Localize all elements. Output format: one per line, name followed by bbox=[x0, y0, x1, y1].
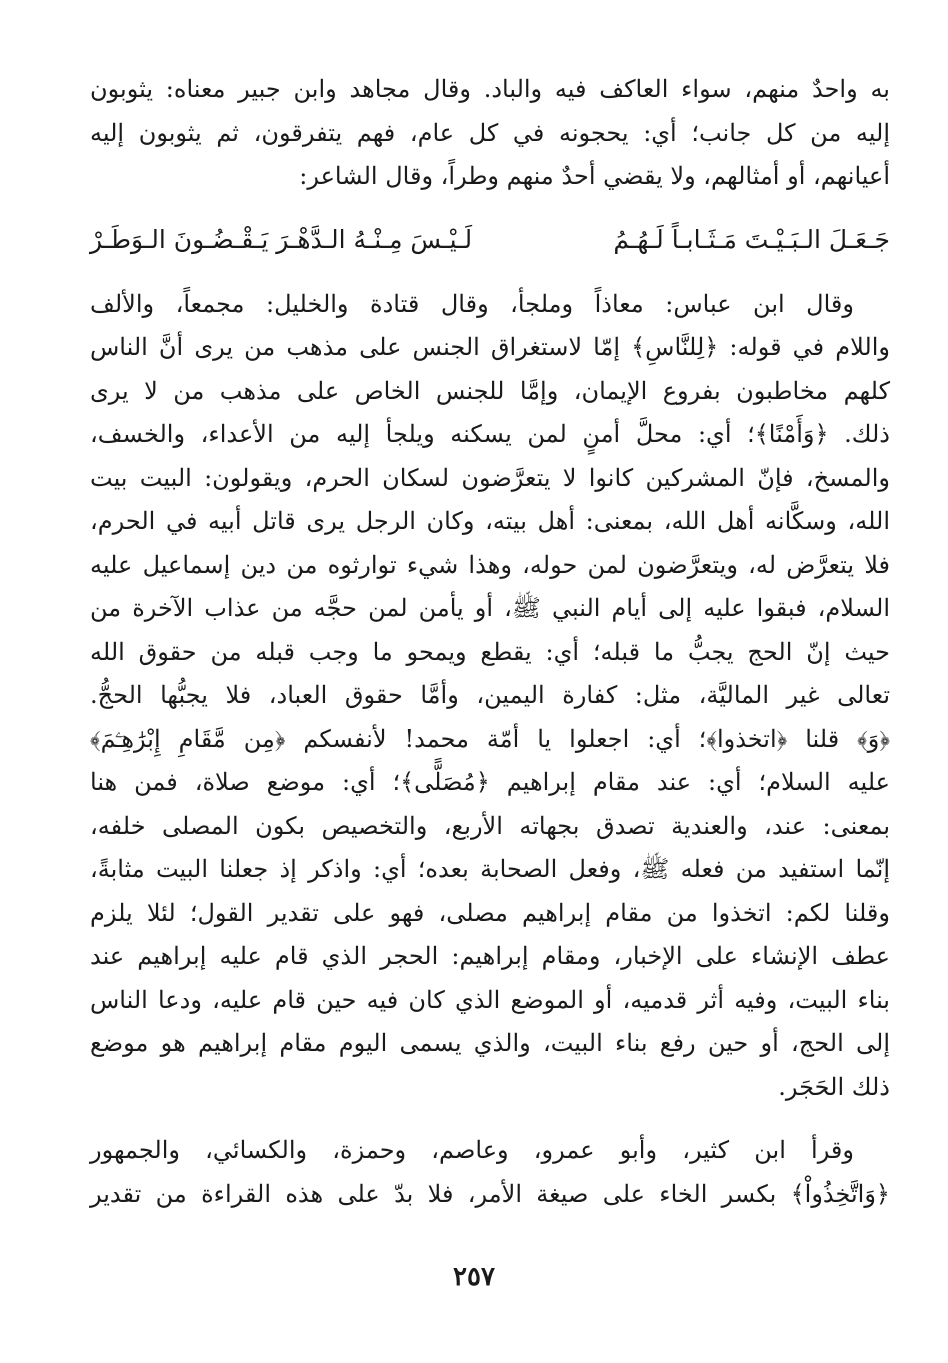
paragraph-1 bbox=[90, 68, 890, 199]
text-line: ذلك. ﴿وَأَمْنًا﴾؛ أي: محلَّ أمنٍ لمن يسكنه ويلجأ إليه من الأعداء، والخسف، bbox=[90, 420, 890, 448]
verse-first-hemistich: جَـعَـلَ الـبَـيْـتَ مَـثَـابـاً لَـهُـمُ bbox=[613, 224, 890, 254]
text-line: ﴿وَاتَّخِذُواْ﴾ بكسر الخاء على صيغة الأمر، فلا بدّ على هذه القراءة من تقدير bbox=[90, 1179, 890, 1208]
text-line: وقرأ ابن كثير، وأبو عمرو، وعاصم، وحمزة، والكسائي، والجمهور bbox=[90, 1136, 854, 1164]
page-number: ٢٥٧ bbox=[453, 1262, 495, 1292]
text-line: به واحدٌ منهم، سواء العاكف فيه والباد. وقال مجاهد وابن جبير معناه: يثوبون bbox=[90, 75, 890, 103]
text-line: إلى الحج، أو حين رفع بناء البيت، والذي يسمى اليوم مقام إبراهيم هو موضع bbox=[90, 1029, 890, 1057]
text-line: وقلنا لكم: اتخذوا من مقام إبراهيم مصلى، فهو على تقدير القول؛ لئلا يلزم bbox=[90, 898, 890, 927]
text-line: فلا يتعرَّض له، ويتعرَّضون لمن حوله، وهذا شيء توارثوه من دين إسماعيل عليه bbox=[90, 550, 890, 579]
text-line: ﴿وَ﴾ قلنا ﴿اتخذوا﴾؛ أي: اجعلوا يا أمّة محمد! لأنفسكم ﴿مِن مَّقَامِ إِبْرَٰهِـۧمَ﴾ bbox=[90, 724, 890, 753]
text-line: بمعنى: عند، والعندية تصدق بجهاته الأربع، والتخصيص بكون المصلى خلفه، bbox=[90, 811, 890, 840]
text-line: وقال ابن عباس: معاذاً وملجأ، وقال قتادة والخليل: مجمعاً، والألف bbox=[90, 289, 854, 318]
text-line: السلام، فبقوا عليه إلى أيام النبي ﷺ، أو يأمن لمن حجَّه من عذاب الآخرة من bbox=[90, 594, 890, 622]
paragraph-gap bbox=[90, 1109, 890, 1129]
text-line: واللام في قوله: ﴿لِلنَّاسِ﴾ إمّا لاستغراق الجنس على مذهب من يرى أنَّ الناس bbox=[90, 333, 890, 361]
text-line: كلهم مخاطبون بفروع الإيمان، وإمَّا للجنس الخاص على مذهب من لا يرى bbox=[90, 376, 890, 405]
verse-second-hemistich: لَـيْـسَ مِـنْـهُ الـدَّهْـرَ يَـقْـضُـونَ الـوَطَـرْ bbox=[90, 224, 473, 254]
text-line: حيث إنّ الحج يجبُّ ما قبله؛ أي: يقطع ويمحو ما وجب قبله من حقوق الله bbox=[90, 637, 890, 666]
text-line: والمسخ، فإنّ المشركين كانوا لا يتعرَّضون لسكان الحرم، ويقولون: البيت بيت bbox=[90, 463, 890, 492]
text-line: إنّما استفيد من فعله ﷺ، وفعل الصحابة بعده؛ أي: واذكر إذ جعلنا البيت مثابةً، bbox=[90, 855, 890, 883]
text-line: أعيانهم، أو أمثالهم، ولا يقضي أحدٌ منهم وطراً، وقال الشاعر: bbox=[299, 162, 890, 190]
text-line: بناء البيت، وفيه أثر قدميه، أو الموضع الذي كان فيه حين قام عليه، ودعا الناس bbox=[90, 985, 890, 1014]
text-line: ذلك الحَجَر. bbox=[778, 1072, 890, 1101]
text-line: عليه السلام؛ أي: عند مقام إبراهيم ﴿مُصَلًّى﴾؛ أي: موضع صلاة، فمن هنا bbox=[90, 768, 890, 796]
poetry-verse bbox=[90, 213, 890, 269]
paragraph-3 bbox=[90, 1129, 890, 1216]
page-body bbox=[90, 68, 890, 1216]
paragraph-2 bbox=[90, 283, 890, 1110]
text-line: عطف الإنشاء على الإخبار، ومقام إبراهيم: الحجر الذي قام عليه إبراهيم عند bbox=[90, 942, 890, 970]
text-line: الله، وسكَّانه أهل الله، بمعنى: أهل بيته، وكان الرجل يرى قاتل أبيه في الحرم، bbox=[90, 507, 890, 535]
text-line: تعالى غير الماليَّة، مثل: كفارة اليمين، وأمَّا حقوق العباد، فلا يجبُّها الحجُّ. bbox=[90, 681, 890, 709]
text-line: إليه من كل جانب؛ أي: يحجونه في كل عام، فهم يتفرقون، ثم يثوبون إليه bbox=[90, 118, 890, 147]
